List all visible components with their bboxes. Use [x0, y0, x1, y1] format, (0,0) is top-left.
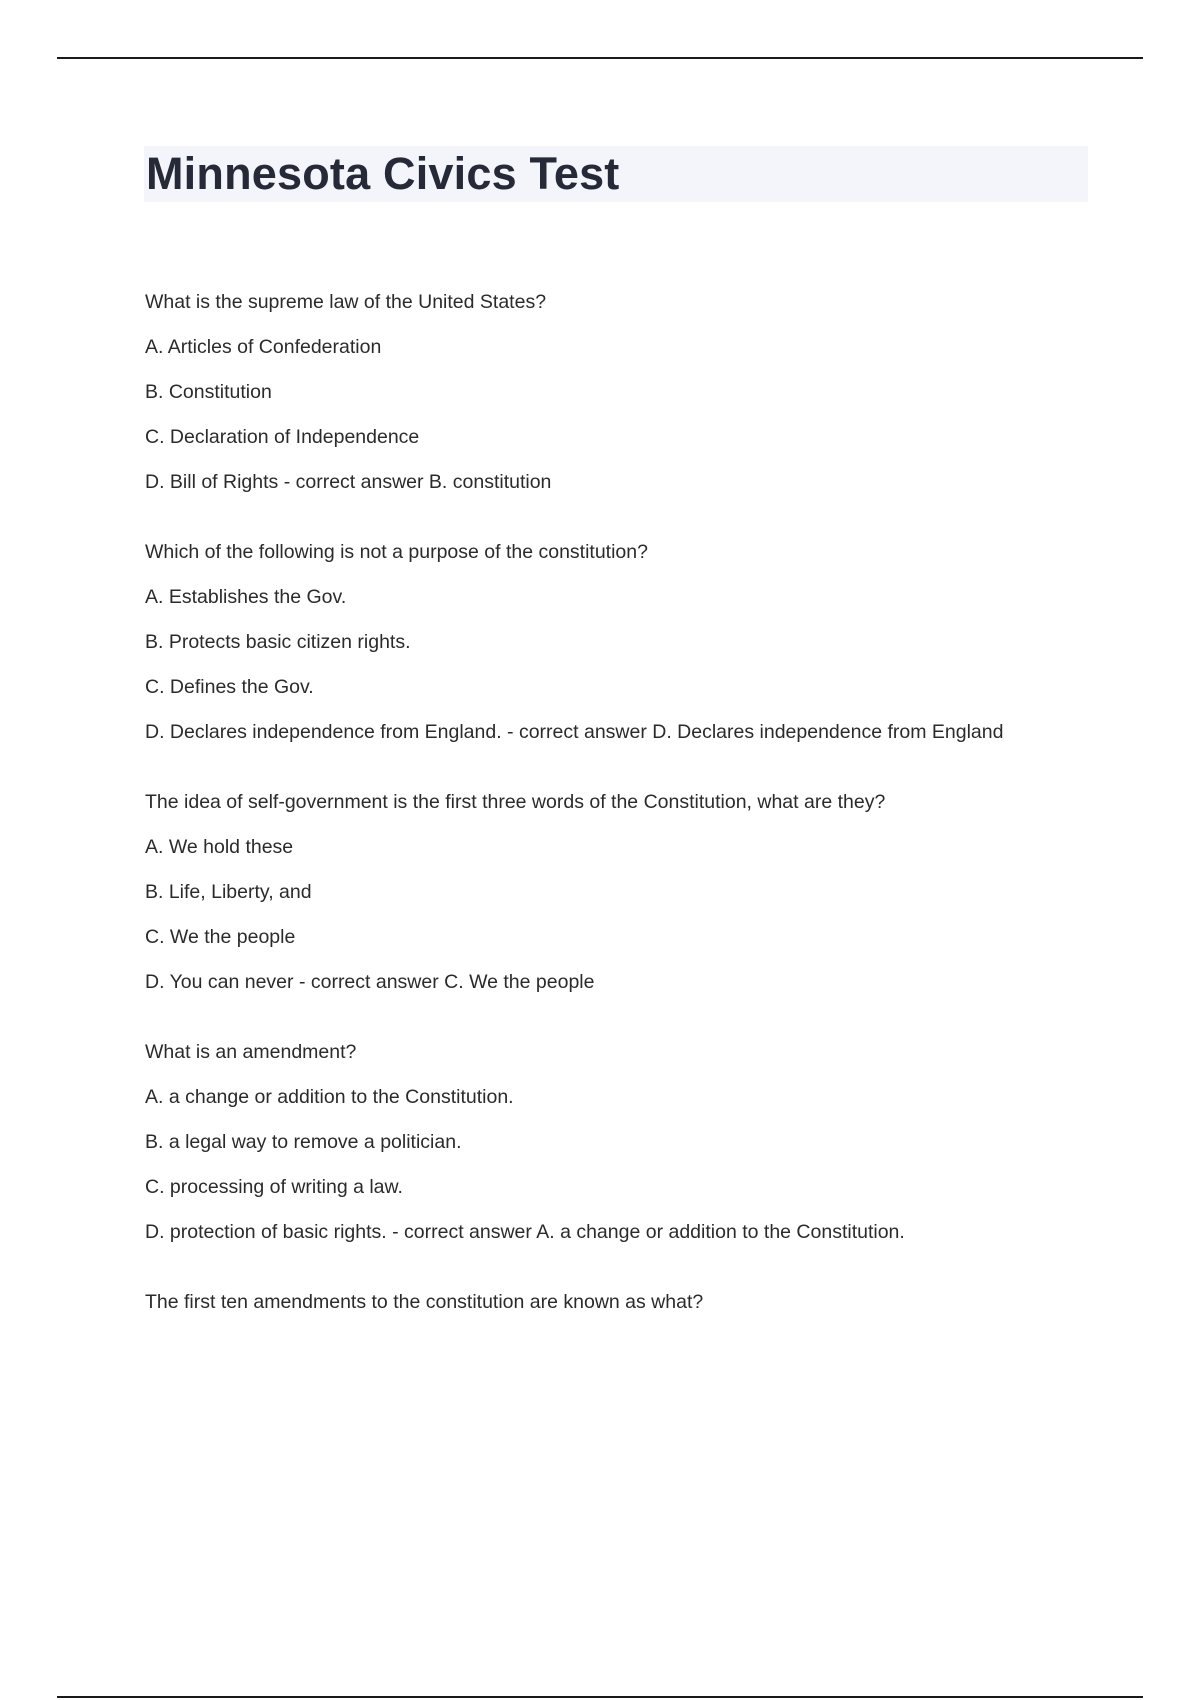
answer-option: D. protection of basic rights. - correct answer A. a change or addition to the Constitution. [145, 1221, 905, 1243]
top-rule [57, 57, 1143, 59]
question-text: The idea of self-government is the first three words of the Constitution, what are they? [145, 791, 886, 813]
question-block-1 [145, 291, 1105, 494]
answer-option: B. Protects basic citizen rights. [145, 631, 411, 653]
question-block-5 [145, 1291, 1105, 1314]
answer-option: B. a legal way to remove a politician. [145, 1131, 462, 1153]
answer-option: A. a change or addition to the Constitution. [145, 1086, 514, 1108]
answer-option: C. processing of writing a law. [145, 1176, 403, 1198]
question-text: What is the supreme law of the United States? [145, 291, 547, 313]
question-block-4 [145, 1041, 1105, 1244]
answer-option: A. Establishes the Gov. [145, 586, 347, 608]
answer-option: A. We hold these [145, 836, 294, 858]
answer-option: C. Declaration of Independence [145, 426, 420, 448]
question-block-3 [145, 791, 1105, 994]
question-text: The first ten amendments to the constitution are known as what? [145, 1291, 704, 1313]
answer-option: C. We the people [145, 926, 296, 948]
question-text: Which of the following is not a purpose of the constitution? [145, 541, 648, 563]
answer-option: B. Constitution [145, 381, 272, 403]
answer-option: D. You can never - correct answer C. We the people [145, 971, 595, 993]
answer-option: A. Articles of Confederation [145, 336, 382, 358]
bottom-rule [57, 1696, 1143, 1698]
answer-option: C. Defines the Gov. [145, 676, 314, 698]
answer-option: B. Life, Liberty, and [145, 881, 312, 903]
answer-option: D. Declares independence from England. - correct answer D. Declares independence from England [145, 721, 1004, 743]
answer-option: D. Bill of Rights - correct answer B. constitution [145, 471, 552, 493]
page-title: Minnesota Civics Test [146, 148, 620, 199]
question-text: What is an amendment? [145, 1041, 357, 1063]
question-block-2 [145, 541, 1105, 744]
questions-list [145, 291, 1105, 1361]
